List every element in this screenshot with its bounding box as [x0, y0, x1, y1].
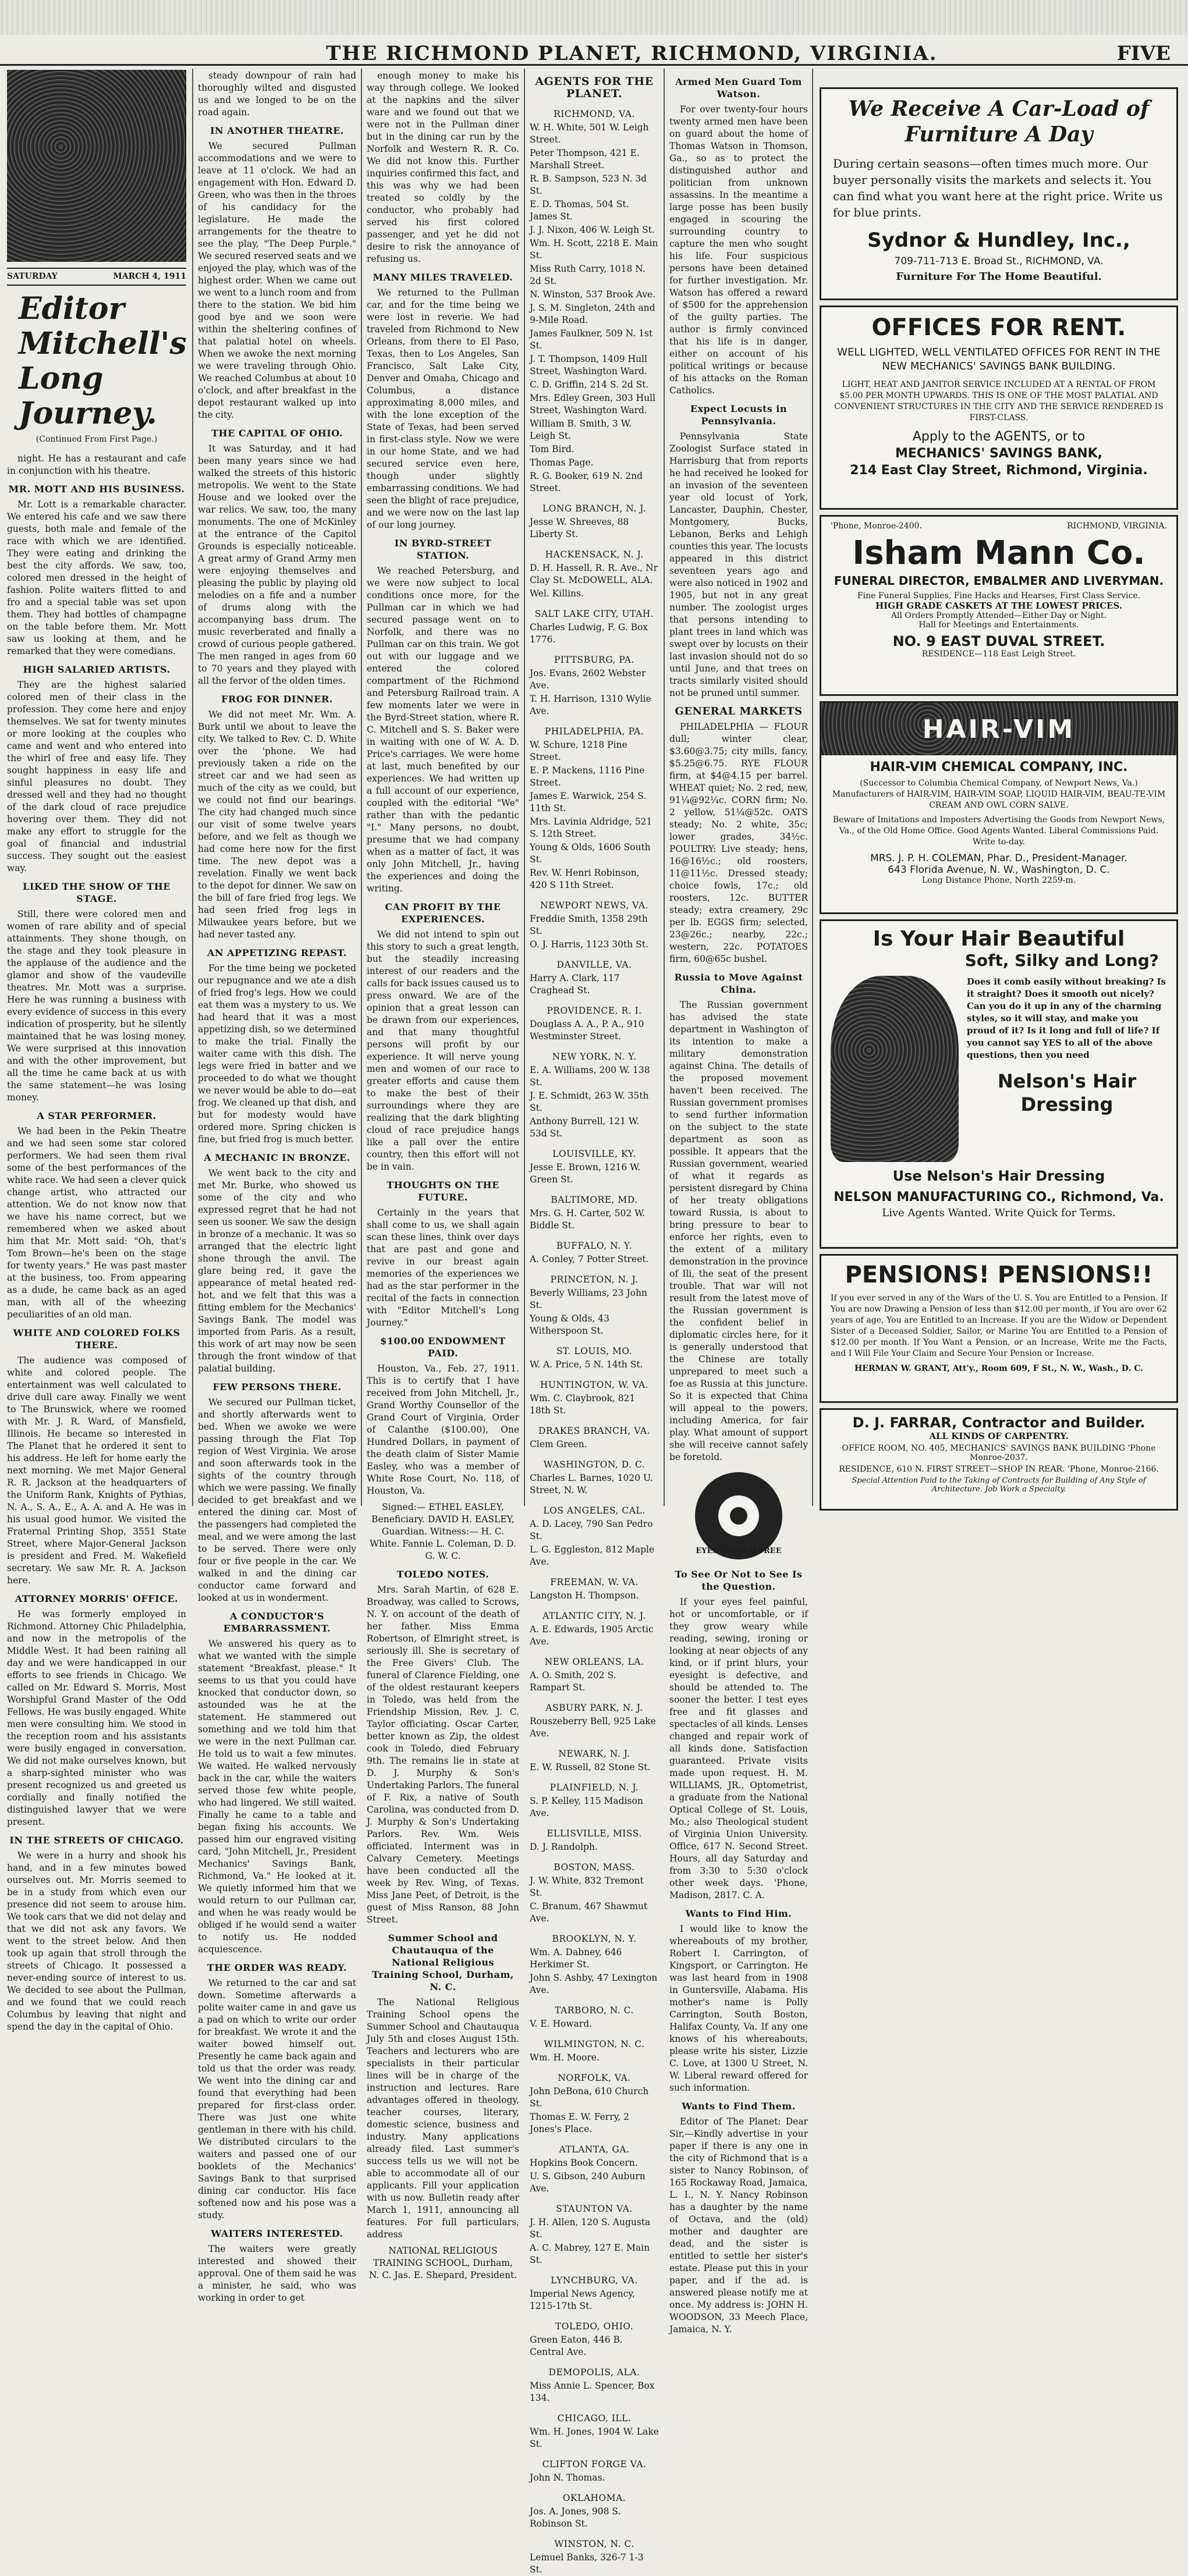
paragraph: Editor of The Planet: Dear Sir,—Kindly advertise in your paper if there is any one in the city of Richmond that is a sister to Nancy Robinson, of 165 Rockaway Road, Jamaica, L. I., N. Y. Nancy Robinson has a daughter by the name of Octava, and the (old) mother and daughter are dead, and the sister is entitled to settle her sister's estate. Please put this in your paper, and if the ad. is answered please notify me at once. My address is: JOHN H. WOODSON, 33 Meech Place, Jamaica, N. Y.: [669, 2116, 808, 2335]
subheading: MR. MOTT AND HIS BUSINESS.: [8, 484, 185, 495]
ad-body-row: [831, 976, 1167, 1162]
paragraph: steady downpour of rain had thoroughly wilted and disgusted us and we longed to be on the road again.: [198, 70, 356, 118]
agent-entry: R. G. Booker, 619 N. 2nd Street.: [530, 471, 643, 493]
agent-city: ATLANTA, GA.: [559, 2144, 630, 2155]
ad-president: MRS. J. P. H. COLEMAN, Phar. D., President-Manager.: [870, 852, 1127, 864]
subheading: IN BYRD-STREET STATION.: [394, 538, 492, 561]
agent-city: BUFFALO, N. Y.: [556, 1241, 633, 1251]
agent-entry: W. Schure, 1218 Pine Street.: [530, 740, 627, 762]
agent-city: WASHINGTON, D. C.: [543, 1459, 646, 1470]
agent-city: BALTIMORE, MD.: [551, 1195, 638, 1205]
agent-entry: Anthony Burrell, 121 W. 53d St.: [530, 1116, 640, 1139]
agent-entry: A. O. Smith, 202 S. Rampart St.: [530, 1670, 616, 1693]
agent-entry: Hopkins Book Concern.: [530, 2158, 638, 2168]
agent-entry: D. J. Randolph.: [530, 1842, 598, 1852]
agent-entry: Charles L. Barnes, 1020 U. Street, N. W.: [530, 1473, 653, 1495]
agent-city: ST. LOUIS, MO.: [556, 1346, 633, 1356]
agent-entry: A. E. Edwards, 1905 Arctic Ave.: [530, 1624, 654, 1647]
woman-portrait-image: [831, 976, 959, 1162]
agent-entry: Mrs. G. H. Carter, 502 W. Biddle St.: [530, 1208, 646, 1231]
column-rule: [664, 69, 665, 1506]
hair-vim-logo-banner: [821, 703, 1176, 755]
agent-city: BOSTON, MASS.: [554, 1862, 635, 1873]
agent-city: CLIFTON FORGE VA.: [542, 2459, 647, 2470]
ad-subtitle: Soft, Silky and Long?: [964, 951, 1159, 970]
ad-title: D. J. FARRAR, Contractor and Builder.: [852, 1415, 1146, 1431]
paragraph: We reached Petersburg, and we were now subject to local conditions once more, for the Pullman car in which we had secured passage went on to Norfolk, and there was no Pullman car on this train. We got out with our luggage and we entered the colored compartment of the Richmond and Petersburg Railroad train. A few moments later we were in the Byrd-Street station, where R. C. Mitchell and S. S. Baker were in waiting with one of W. A. D. Price's carriages. We were home at last, much benefited by our experiences. We had written up a full account of our experience, coupled with the editorial "We" rather than with the pedantic "I." Many persons, no doubt, presume that we had company when as a matter of fact, it was only John Mitchell, Jr., having the experiences and doing the writing.: [367, 566, 519, 894]
column-rule: [192, 69, 193, 1506]
ad-copy: [959, 976, 1167, 1162]
subheading: Expect Locusts in Pennsylvania.: [690, 403, 788, 427]
agent-entry: Wel. Killins.: [530, 588, 584, 599]
ad-city: RICHMOND, VIRGINIA.: [1067, 521, 1167, 531]
agent-entry: Rouszeberry Bell, 925 Lake Ave.: [530, 1716, 656, 1739]
column-rule: [812, 69, 813, 1506]
ad-apply: Apply to the AGENTS, or to: [912, 429, 1086, 444]
paragraph: We had been in the Pekin Theatre and we had seen some star colored performers. We had seen them rival some of the best performances of the white race. We had seen a clever quick change artist, who attracted our attention. We do not know now that we have his name correct, but we remembered when we asked about him that Mr. Mott said: "Oh, that's Tom Brown—he's been on the stage for twenty years." He was past master at the business, too. From appearing as a dude, he came back as an aged man, with all of the wheezing peculiarities of an old man.: [7, 1126, 186, 1320]
paragraph: We did not intend to spin out this story to such a great length, but the steadily increasing interest of our readers and the calls for back issues caused us to press onward. We are of the opinion that a great lesson can be drawn from our experiences, and that many thoughtful persons will profit by our experience. It will nerve young men and women of our race to greater efforts and cause them to make the best of their surroundings where they are realizing that the dark blighting cloud of race prejudice hangs like a pall over the entire country, then this effort will not be in vain.: [367, 929, 519, 1172]
hair-vim-logo: HAIR-VIM: [922, 714, 1076, 744]
agent-entry: C. D. Griffin, 214 S. 2d St.: [530, 379, 649, 390]
agent-entry: Langston H. Thompson.: [530, 1590, 639, 1601]
agent-entry: Green Eaton, 446 B. Central Ave.: [530, 2335, 623, 2357]
paragraph: enough money to make his way through college. We looked at the napkins and the silver ware and we found out that we were not in the Pullman diner but in the dining car run by the Norfolk and Western R. R. Co. We did not know this. Further inquiries confirmed this fact, and this was why we had been treated so coldly by the conductor, who probably had served his first colored passenger, and yet he did not desire to risk the annoyance of refusing us.: [367, 70, 519, 264]
agent-city: PRINCETON, N. J.: [550, 1274, 639, 1285]
ad-body: (Successor to Columbia Chemical Company, of Newport News, Va.) Manufacturers of HAIR-VIM, HAIR-VIM SOAP, LIQUID HAIR-VIM, BEAU-TE-VIM CREAM AND OWL CORN SALVE.: [832, 779, 1166, 810]
agent-entry: Douglass A. A., P. A., 910 Westminster Street.: [530, 1019, 644, 1042]
continued-note: (Continued From First Page.): [36, 435, 158, 444]
ad-title: PENSIONS! PENSIONS!!: [845, 1262, 1153, 1288]
agent-entry: Tom Bird.: [530, 444, 575, 454]
subheading: Wants to Find Him.: [685, 1908, 792, 1919]
dateline-day: SATURDAY: [7, 272, 58, 281]
paragraph: He was formerly employed in Richmond. Attorney Chic Philadelphia, and now in the metropolis of the Middle West. It had been raining all day and we were handicapped in our efforts to see friends in Chicago. We called on Mr. Edward S. Morris, Most Worshipful Grand Master of the Odd Fellows. He was busily engaged. White men were consulting him. We stood in the reception room and his assistants were busily engaged in conversation. We did not make ourselves known, but a sharp-sighted minister who was present recognized us and greeted us cordially and finally notified the distinguished lawyer that we were present.: [7, 1609, 186, 1827]
agent-entry: Mrs. Edley Green, 303 Hull Street, Washington Ward.: [530, 393, 656, 415]
agent-entry: John DeBona, 610 Church St.: [530, 2086, 649, 2109]
subheading: Summer School and Chautauqua of the National Religious Training School, Durham, N. C.: [372, 1932, 514, 1992]
closing-line: NATIONAL RELIGIOUS TRAINING SCHOOL, Durham, N. C. Jas. E. Shepard, President.: [368, 2245, 517, 2280]
agent-entry: Lemuel Banks, 326-7 1-3 St.: [530, 2552, 644, 2575]
agent-entry: Wm. A. Dabney, 646 Herkimer St.: [530, 1947, 622, 1970]
paragraph: Still, there were colored men and women of rare ability and of special attainments. They shone though, on the stage and they took pleasure in the applause of the audience and the glamor and show of the vaudeville theatres. Mr. Mott was a surprise. Here he was running a business with every evidence of success in this every indication of prosperity, but he silently maintained that he was losing money. We were surprised at this innovation and with the other improvement, but all the time he came back at us with the same statement—he was losing money.: [7, 909, 186, 1103]
ad-farrar: [820, 1408, 1178, 1511]
agent-city: LOS ANGELES, CAL.: [543, 1505, 646, 1516]
page-number: FIVE: [1116, 42, 1171, 65]
agent-entry: A. D. Lacey, 790 San Pedro St.: [530, 1519, 653, 1541]
subheading: MANY MILES TRAVELED.: [373, 272, 513, 283]
subheading: HIGH SALARIED ARTISTS.: [23, 664, 171, 675]
agent-entry: J. S. M. Singleton, 24th and 9-Mile Road.: [530, 303, 655, 325]
agent-entry: James E. Warwick, 254 S. 11th St.: [530, 791, 647, 813]
agent-city: RICHMOND, VA.: [554, 109, 635, 119]
agent-entry: Miss Annie L. Spencer, Box 134.: [530, 2380, 655, 2403]
agent-city: NORFOLK, VA.: [558, 2073, 631, 2083]
agent-entry: W. H. White, 501 W. Leigh Street.: [530, 122, 649, 145]
agent-city: DANVILLE, VA.: [556, 960, 632, 970]
ad-line: HIGH GRADE CASKETS AT THE LOWEST PRICES.: [875, 601, 1123, 611]
paragraph: If your eyes feel painful, hot or uncomfortable, or if they grow weary while reading, sewing, ironing or looking at near objects of any kind, or if print blurs, your eyesight is defective, and should be attended to. The sooner the better. I test eyes free and fit glasses and spectacles of all kinds. Lenses changed and repair work of all kinds done. Satisfaction guaranteed. Private visits made upon request. H. M. WILLIAMS, JR., Optometrist, a graduate from the National Optical College of St. Louis, Mo.; also Theological student of Virginia Union University. Office, 617 N. Second Street. Hours, all day Saturday and from 3:30 to 5:30 o'clock other week days. 'Phone, Madison, 2817. C. A.: [669, 1597, 808, 1900]
ad-subtitle: ALL KINDS OF CARPENTRY.: [929, 1431, 1069, 1441]
ad-bank: MECHANICS' SAVINGS BANK,: [895, 446, 1103, 461]
subheading: GENERAL MARKETS: [675, 705, 803, 717]
agent-entry: Freddie Smith, 1358 29th St.: [530, 914, 648, 936]
agent-entry: R. B. Sampson, 523 N. 3d St.: [530, 173, 647, 196]
agent-entry: Imperial News Agency, 1215-17th St.: [530, 2289, 635, 2311]
ad-address: NO. 9 EAST DUVAL STREET.: [892, 633, 1105, 649]
agents-heading: AGENTS FOR THE PLANET.: [535, 75, 654, 100]
agent-entry: J. H. Allen, 120 S. Augusta St.: [530, 2217, 651, 2240]
subheading: Russia to Move Against China.: [674, 972, 803, 995]
ad-residence: RESIDENCE—118 East Leigh Street.: [921, 649, 1076, 659]
subheading: A CONDUCTOR'S EMBARRASSMENT.: [223, 1611, 331, 1634]
ad-pensions: [820, 1254, 1178, 1403]
ad-subtitle: FUNERAL DIRECTOR, EMBALMER AND LIVERYMAN.: [834, 574, 1164, 588]
agent-entry: Clem Green.: [530, 1439, 587, 1449]
paragraph: It was Saturday, and it had been many years since we had walked the streets of this historic metropolis. We went to the State House and we looked over the war relics. We saw, too, the many monuments. The one of McKinley at the entrance of the Capitol Grounds is especially noticeable. A great army of Grand Army men were enjoying themselves and pleasing the public by playing old melodies on a fife and a number of drums along with the accompanying bass drum. The music reverberated and finally a crowd of curious people gathered. The men ranged in ages from 60 to 70 years and they played with all the fervor of the olden times.: [198, 443, 356, 686]
agent-entry: J. E. Schmidt, 263 W. 35th St.: [530, 1090, 649, 1113]
subheading: FEW PERSONS THERE.: [212, 1381, 342, 1392]
ad-manufacturer: NELSON MANUFACTURING CO., Richmond, Va.: [834, 1190, 1164, 1204]
agent-entry: V. E. Howard.: [530, 2019, 593, 2029]
agent-entry: John N. Thomas.: [530, 2472, 605, 2483]
agent-city: NEWARK, N. J.: [558, 1749, 630, 1759]
ad-call-to-action: Use Nelson's Hair Dressing: [892, 1168, 1105, 1184]
agent-entry: E. P. Mackens, 1116 Pine Street.: [530, 765, 645, 788]
agent-entry: N. Winston, 537 Brook Ave.: [530, 289, 656, 300]
subheading: CAN PROFIT BY THE EXPERIENCES.: [385, 901, 501, 925]
subheading: Wants to Find Them.: [682, 2101, 796, 2112]
subheading: THE ORDER WAS READY.: [207, 1962, 347, 1973]
paragraph: We secured Pullman accommodations and we were to leave at 11 o'clock. We had an engagement with Hon. Edward D. Green, who was then in the throes of his candidacy for the legislature. He made the arrangements for the theatre to see the play, "The Deep Purple." We secured reserved seats and we enjoyed the play, which was of the highest order. When we came out we went to a lunch room and from there to the station. We bid him good bye and we soon were within the sheltering confines of that palatial hotel on wheels. When we awoke the next morning we were traveling through Ohio. We reached Columbus at about 10 o'clock, and after breakfast in the depot restaurant walked up into the city.: [198, 141, 356, 420]
agent-entry: Wm. C. Claybrook, 821 18th St.: [530, 1393, 636, 1416]
agent-city: LOUISVILLE, KY.: [552, 1149, 636, 1159]
agent-entry: Peter Thompson, 421 E. Marshall Street.: [530, 148, 640, 170]
ad-hair-vim: [820, 701, 1178, 914]
agent-entry: James Faulkner, 509 N. 1st St.: [530, 328, 653, 351]
column-2: [198, 70, 356, 2303]
agent-city: PHILADELPHIA, PA.: [544, 726, 644, 737]
subheading: IN ANOTHER THEATRE.: [210, 125, 344, 136]
agent-entry: J. W. White, 832 Tremont St.: [530, 1875, 644, 1898]
dateline: [7, 268, 186, 286]
agent-city: BROOKLYN, N. Y.: [552, 1934, 637, 1944]
eye-pupil-icon: [730, 1507, 747, 1525]
agent-city: TOLEDO, OHIO.: [555, 2321, 634, 2332]
agent-entry: Wm. H. Jones, 1904 W. Lake St.: [530, 2426, 659, 2449]
paragraph: We secured our Pullman ticket, and shortly afterwards went to bed. When we awoke we were passing through the Flat Top region of West Virginia. We arose and soon afterwards took in the sights of the country through which we were passing. We finally decided to get breakfast and we entered the dining car. Most of the passengers had completed the meal, and we were among the last to be served. There were only four or five people in the car. We walked in and the dining car conductor came forward and looked at us in wonderment.: [198, 1397, 356, 1603]
agent-entry: Rev. W. Henri Robinson, 420 S 11th Street.: [530, 868, 640, 890]
agent-city: NEW ORLEANS, LA.: [544, 1657, 644, 1667]
agent-entry: A. C. Mabrey, 127 E. Main St.: [530, 2243, 650, 2265]
agent-entry: William B. Smith, 3 W. Leigh St.: [530, 418, 632, 441]
ad-address: 214 East Clay Street, Richmond, Virginia.: [850, 463, 1148, 478]
agent-entry: Young & Olds, 1606 South St.: [530, 842, 651, 865]
agent-entry: O. J. Harris, 1123 30th St.: [530, 939, 648, 950]
agent-city: LONG BRANCH, N. J.: [542, 503, 647, 514]
subheading: THOUGHTS ON THE FUTURE.: [386, 1179, 499, 1203]
agent-entry: Jos. Evans, 2602 Webster Ave.: [530, 668, 646, 691]
agent-city: CHICAGO, ILL.: [557, 2413, 632, 2424]
agent-entry: Jesse W. Shreeves, 88 Liberty St.: [530, 517, 629, 539]
column-3: [367, 70, 519, 2280]
ad-line: Fine Funeral Supplies, Fine Hacks and Hearses, First Class Service.: [857, 591, 1141, 601]
agent-entry: A. Conley, 7 Potter Street.: [530, 1254, 649, 1264]
ad-line: Hall for Meetings and Entertainments.: [919, 620, 1079, 630]
subheading: A MECHANIC IN BRONZE.: [204, 1152, 350, 1163]
ad-nelson-hair-dressing: [820, 919, 1178, 1249]
column-agents: [530, 70, 659, 2575]
subheading: FROG FOR DINNER.: [221, 694, 333, 705]
agent-city: LYNCHBURG, VA.: [551, 2275, 638, 2286]
portrait-image: [7, 70, 186, 262]
agent-city: ASBURY PARK, N. J.: [545, 1703, 643, 1713]
agent-entry: J. T. Thompson, 1409 Hull Street, Washington Ward.: [530, 354, 647, 376]
paragraph: Certainly in the years that shall come to us, we shall again scan these lines, think over days that are past and gone and revive in our breast again memories of the experiences we had as the star performer in the recital of the facts in connection with "Editor Mitchell's Long Journey.": [367, 1207, 519, 1328]
agent-entry: Jos. A. Jones, 908 S. Robinson St.: [530, 2506, 621, 2529]
agent-entry: S. P. Kelley, 115 Madison Ave.: [530, 1796, 643, 1818]
paragraph: PHILADELPHIA — FLOUR dull; winter clear, $3.60@3.75; city mills, fancy, $5.25@6.75. RYE FLOUR firm, at $4@4.15 per barrel. WHEAT quiet; No. 2 red, new, 91¼@92¼c. CORN firm; No. 2 yellow, 51¼@52c. OATS steady; No. 2 white, 35c; lower grades, 34½c. POULTRY: Live steady; hens, 16@16½c.; old roosters, 11@11½c. Dressed steady; choice fowls, 17c.; old roosters, 12c. BUTTER steady; extra creamery, 29c per lb. EGGS firm; selected, 23@26c.; nearby, 22c.; western, 22c. POTATOES firm, 60@65c bushel.: [669, 722, 808, 964]
agent-city: WILMINGTON, N. C.: [544, 2039, 645, 2049]
agent-entry: Charles Ludwig, F. G. Box 1776.: [530, 622, 648, 645]
agent-entry: W. A. Price, 5 N. 14th St.: [530, 1359, 643, 1370]
column-rule: [361, 69, 362, 1506]
agent-city: TARBORO, N. C.: [555, 2005, 634, 2016]
ad-line: All Orders Promptly Attended—Either Day or Night.: [891, 611, 1107, 620]
agent-entry: Young & Olds, 43 Witherspoon St.: [530, 1313, 609, 1336]
ad-tagline: Furniture For The Home Beautiful.: [896, 271, 1102, 283]
ad-note: Special Attention Paid to the Taking of Contracts for Building of Any Style of Architecture. Job Work a Specialty.: [852, 1476, 1146, 1494]
ad-footer: Live Agents Wanted. Write Quick for Terms.: [882, 1207, 1116, 1219]
agent-city: OKLAHOMA.: [562, 2493, 626, 2503]
agent-city: DRAKES BRANCH, VA.: [538, 1426, 651, 1436]
subheading: IN THE STREETS OF CHICAGO.: [9, 1835, 184, 1846]
agent-entry: Harry A. Clark, 117 Craghead St.: [530, 973, 620, 996]
ad-firm-name: Sydnor & Hundley, Inc.,: [867, 229, 1130, 252]
agent-entry: C. Branum, 467 Shawmut Ave.: [530, 1901, 648, 1924]
dateline-date: MARCH 4, 1911: [113, 272, 186, 281]
paragraph: We did not meet Mr. Wm. A. Burk until we about to leave the city. We talked to Rev. C. D. White over the 'phone. We had previously taken a ride on the street car and we had seen as much of the city as we could, but we could not find our bearings. The city had changed much since our visit of some twelve years before, and we felt as though we had come here now for the first time. The new depot was a revelation. Finally we went back to the depot for dinner. We saw on the bill of fare fried frog legs. We had seen fried frog legs in Milwaukee years before, but we had never tasted any.: [198, 709, 356, 940]
ad-address: 709-711-713 E. Broad St., RICHMOND, VA.: [894, 255, 1104, 267]
subheading: THE CAPITAL OF OHIO.: [211, 428, 343, 439]
agent-entry: Jesse E. Brown, 1216 W. Green St.: [530, 1162, 641, 1185]
subheading: TOLEDO NOTES.: [396, 1569, 490, 1580]
column-5: [669, 70, 808, 2335]
agent-city: PLAINFIELD, N. J.: [549, 1782, 639, 1793]
badge-text: EYES TESTED FREE: [696, 1547, 782, 1555]
masthead: [0, 0, 1188, 66]
agent-entry: E. A. Williams, 200 W. 138 St.: [530, 1065, 650, 1088]
paragraph: Pennsylvania State Zoologist Surface stated in Harrisburg that from reports he had received he looked for an invasion of the seventeen year old locust of York, Lancaster, Dauphin, Chester, Montgomery, Bucks, Lebanon, Berks and Lehigh counties this year. The locusts appeared in this district seventeen years ago and were also noticed in 1902 and 1905, but not in any great number. The zoologist urges that persons intending to plant trees in land which was swept over by locusts on their last invasion should not do so until June, and that trees on tracts similarly visited should not be pruned until summer.: [669, 431, 808, 698]
paragraph: night. He has a restaurant and cafe in conjunction with his theatre.: [7, 453, 186, 476]
ad-agent: HERMAN W. GRANT, Att'y., Room 609, F St., N. W., Wash., D. C.: [854, 1364, 1143, 1373]
eyes-tested-badge: [680, 1469, 797, 1562]
agent-entry: Wm. H. Moore.: [530, 2052, 600, 2063]
paragraph: The Russian government has advised the state department in Washington of its intention to make a military demonstration against China. The details of the proposed movement haven't been received. The Russian government promises to send further information on the subject to the state department as soon as possible. It appears that the Russian government, wearied of what it regards as persistent disregard by China of her treaty obligations toward Russia, is about to bring pressure to bear to enforce her rights, even to the extent of a military demonstration in the province of Ili, the seat of the present trouble. That war will not result from the latest move of the Russian government is the confident belief in diplomatic circles here, for it is generally understood that the Chinese are totally unprepared to meet such a foe as Russia at this juncture. So it is expected that China will appeal to the powers, including America, for fair play. What amount of support she will receive cannot safely be foretold.: [669, 1000, 808, 1462]
paragraph: For over twenty-four hours twenty armed men have been on guard about the home of Thomas Watson in Thomson, Ga., so as to protect the distinguished author and politician from unknown assassins. In the meantime a large posse has been busily engaged in scouring the surrounding country to capture the men who sought his life. Four suspicious persons have been detained for further investigation. Mr. Watson has offered a reward of $500 for the apprehension of the guilty parties. The author is firmly convinced that his life is in danger, either on account of his political writings or because of his attacks on the Roman Catholics.: [669, 104, 808, 396]
agents-list: [530, 108, 659, 2576]
ad-offices: [820, 305, 1178, 510]
paragraph: We went back to the city and met Mr. Burke, who showed us some of the city and who expressed regret that he had not seen us sooner. We saw the design in bronze of a mechanic. It was so arranged that the electric light shone through the anvil. The glare being red, it gave the appearance of metal heated red-hot, and we felt that this was a fitting emblem for the Mechanics' Savings Bank. The model was imported from Paris. As a result, this work of art may now be seen through the front window of that palatial building.: [198, 1168, 356, 1374]
ad-firm-name: Isham Mann Co.: [852, 534, 1146, 572]
agent-city: STAUNTON VA.: [556, 2204, 633, 2214]
subheading: LIKED THE SHOW OF THE STAGE.: [23, 881, 171, 904]
paragraph: The waiters were greatly interested and showed their approval. One of them said he was a minister, he said, who was working in order to get: [198, 2244, 356, 2303]
ad-furniture: [820, 87, 1178, 300]
agent-city: PROVIDENCE, R. I.: [547, 1005, 642, 1016]
ad-body: LIGHT, HEAT AND JANITOR SERVICE INCLUDED AT A RENTAL OF FROM $5.00 PER MONTH UPWARDS. THIS IS ONE OF THE MOST PALATIAL AND CONVENIENT STRUCTURES IN THE CITY AND THE SERVICE RENDERED IS FIRST-CLASS.: [834, 380, 1164, 422]
ad-phone: 'Phone, Monroe-2400.: [831, 521, 922, 531]
ad-title: We Receive A Car-Load of Furniture A Day: [848, 97, 1150, 147]
paragraph: Houston, Va., Feb. 27, 1911. This is to certify that I have received from John Mitchell, Jr., Grand Worthy Counsellor of the Grand Court of Virginia, Order of Calanthe ($100.00), One Hundred Dollars, in payment of the death claim of Sister Mamie Easley, who was a member of White Rose Court, No. 118, of Houston, Va.: [367, 1363, 519, 1496]
agent-entry: E. W. Russell, 82 Stone St.: [530, 1762, 651, 1772]
agent-city: ATLANTIC CITY, N. J.: [542, 1611, 646, 1621]
paragraph: For the time being we pocketed our repugnance and we ate a dish of fried frog's legs. How we could eat them was a mystery to us. We had heard that it was a most appetizing dish, so we determined to make the trial. Finally the waiter came with this dish. The legs were fried in batter and we proceeded to do what we thought we never would be able to do—eat frog. We cleaned up that dish, and but for modesty would have ordered more. Spring chicken is fine, but fried frog is much better.: [198, 963, 356, 1145]
agent-city: FREEMAN, W. VA.: [550, 1577, 639, 1587]
ad-address: 643 Florida Avenue, N. W., Washington, D. C.: [888, 864, 1110, 876]
ad-body: During certain seasons—often times much more. Our buyer personally visits the markets and selects it. You can find what you want here at the right price. Write us for blue prints.: [833, 157, 1163, 219]
agent-entry: D. H. Hassell, R. R. Ave., Nr Clay St. McDOWELL, ALA.: [530, 563, 658, 585]
ad-questions: Does it comb easily without breaking? Is it straight? Does it smooth out nicely? Can you do it up in any of the charming styles, so it will stay, and make you proud of it? Is it long and full of life? If you cannot say YES to all of the above questions, then you need: [967, 976, 1166, 1060]
agent-entry: Thomas Page.: [530, 457, 594, 468]
subheading: A STAR PERFORMER.: [37, 1110, 157, 1121]
agent-entry: Mrs. Lavinia Aldridge, 521 S. 12th Street.: [530, 816, 652, 839]
column-rule: [524, 69, 525, 1506]
agent-city: NEWPORT NEWS, VA.: [540, 900, 649, 911]
signature-block: Signed:— ETHEL EASLEY, Beneficiary. DAVID H. EASLEY, Guardian. Witness:— H. C. White. Fannie L. Coleman, D. D. G. W. C.: [370, 1502, 516, 1561]
ad-body: If you ever served in any of the Wars of the U. S. You are Entitled to a Pension. If You are now Drawing a Pension of less than $12.00 per month, if You are over 62 years of age, You are Entitled to an Increase. If you are the Widow or Dependent Sister of a Deceased Soldier, Sailor, or Marine You are Entitled to a Pension of $12.00 per month. If You Want a Pension, or an Increase, Write me the Facts, and I Will File Your Claim and Secure Your Pension or Increase.: [831, 1294, 1167, 1358]
agent-city: WINSTON, N. C.: [554, 2539, 634, 2549]
agent-entry: L. G. Eggleston, 812 Maple Ave.: [530, 1544, 655, 1567]
subheading: WHITE AND COLORED FOLKS THERE.: [13, 1327, 180, 1351]
ad-office: OFFICE ROOM, NO. 405, MECHANICS' SAVINGS BANK BUILDING 'Phone Monroe-2037.: [842, 1444, 1156, 1462]
ad-phone: Long Distance Phone, North 2259-m.: [921, 876, 1076, 885]
newspaper-title: THE RICHMOND PLANET, RICHMOND, VIRGINIA.: [326, 42, 938, 65]
paragraph: We answered his query as to what we wanted with the simple statement "Breakfast, please." It seems to us that you could have knocked that conductor down, so astounded was he at the statement. He stammered out something and we told him that we were in the next Pullman car. He told us to wait a few minutes. We waited. He walked nervously back in the car, while the waiters served those few white people, who had lingered. We still waited. Finally he came to a table and began fixing his accounts. We passed him our engraved visiting card, "John Mitchell, Jr., President Mechanics' Savings Bank, Richmond, Va." He looked at it. We quietly informed him that we would return to our Pullman car, and when he was ready would be obliged if he would send a waiter to notify us. He nodded acquiescence.: [198, 1639, 356, 1955]
paragraph: Mrs. Sarah Martin, of 628 E. Broadway, was called to Scrows, N. Y. on account of the death of her father. Miss Emma Robertson, of Elmright street, is seriously ill. She is secretary of the Free Givers' Club. The funeral of Clarence Fielding, one of the oldest restaurant keepers in Toledo, was held from the Friendship Mission, Rev. J. C. Taylor officiating. Oscar Carter, better known as Zip, the oldest cook in Toledo, died February 9th. The remains lie in state at D. J. Murphy & Son's Undertaking Parlors. The funeral of F. Rix, a native of South Carolina, was conducted from D. J. Murphy & Son's Undertaking Parlors. Rev. Wm. Weis officiated. Interment was in Calvary Cemetery. Meetings have been conducted all the week by Rev. Wing, of Texas. Miss Jane Peet, of Detroit, is the guest of Miss Ranson, 88 John Street.: [367, 1584, 519, 1925]
subheading: To See Or Not to See Is the Question.: [675, 1569, 803, 1592]
ad-subtitle: WELL LIGHTED, WELL VENTILATED OFFICES FOR RENT IN THE NEW MECHANICS' SAVINGS BANK BUILDING.: [837, 346, 1161, 372]
agent-city: ELLISVILLE, MISS.: [547, 1828, 642, 1839]
ad-title: OFFICES FOR RENT.: [871, 314, 1126, 341]
agent-entry: Miss Ruth Carry, 1018 N. 2d St.: [530, 264, 646, 286]
agent-city: DEMOPOLIS, ALA.: [548, 2367, 640, 2378]
column-1: [7, 70, 187, 2032]
paragraph: The National Religious Training School opens the Summer School and Chautauqua July 5th and closes August 15th. Teachers and lecturers who are specialists in their particular lines will be in charge of the instruction and lectures. Rare advantages offered in theology, teacher courses, literary, domestic science, business and industry. Many applications already filed. Last summer's success tells us we will not be able to accommodate all of our applicants. Fill your application with us now. Bulletin ready after March 1, 1911, announcing all features. For full particulars, address: [367, 1997, 519, 2240]
paragraph: We were in a hurry and shook his hand, and in a few minutes bowed ourselves out. Mr. Morris seemed to be in a study from which even our presence did not seem to arouse him. We took cars that we did not delay and that we did not ask any favors. We went to the street below. And then took up again that stroll through the streets of Chicago. It possessed a never-ending source of interest to us. We decided to see about the Pullman, and we found that we could reach Columbus by leaving that night and spend the day in the capital of Ohio.: [7, 1850, 186, 2032]
paragraph: They are the highest salaried colored men of their class in the profession. They come here and enjoy themselves. We sat for twenty minutes or more looking at the couples who came and went and who entered into the whirl of free and easy life. They sought happiness in easy life and sinful pleasures no doubt. They dressed well and they had no thought of the dark cloud of race prejudice hovering over them. They did not make any effort to struggle for the goal of financial and industrial success. They sought out the easiest way.: [7, 680, 186, 873]
agent-entry: Wm. H. Scott, 2218 E. Main St.: [530, 238, 658, 261]
agent-city: HACKENSACK, N. J.: [545, 549, 644, 560]
agent-entry: J. J. Nixon, 406 W. Leigh St.: [530, 225, 655, 235]
scan-noise: [0, 0, 1188, 35]
agent-city: SALT LAKE CITY, UTAH.: [534, 609, 654, 619]
ad-title: Is Your Hair Beautiful: [873, 927, 1125, 951]
agent-city: NEW YORK, N. Y.: [552, 1051, 637, 1062]
subheading: Armed Men Guard Tom Watson.: [675, 76, 802, 100]
subheading: ATTORNEY MORRIS' OFFICE.: [15, 1593, 179, 1604]
paragraph: We returned to the car and sat down. Sometime afterwards a polite waiter came in and gave us a pad on which to write our order for breakfast. We wrote it and the waiter bowed himself out. Presently he came back again and told us that the order was ready. We went into the dining car and found that everything had been prepared for first-class order. There was just one white gentleman in there with his child. We distributed circulars to the waiters and passed one of our booklets of the Mechanics' Savings Bank to that surprised dining car conductor. His face softened now and his pose was a study.: [198, 1978, 356, 2220]
agent-entry: John S. Ashby, 47 Lexington Ave.: [530, 1973, 658, 1995]
agent-entry: Beverly Williams, 23 John St.: [530, 1288, 647, 1310]
subheading: $100.00 ENDOWMENT PAID.: [380, 1335, 506, 1359]
agent-city: PITTSBURG, PA.: [554, 655, 635, 665]
ad-company: HAIR-VIM CHEMICAL COMPANY, INC.: [870, 760, 1128, 774]
agent-entry: E. D. Thomas, 504 St. James St.: [530, 199, 629, 222]
subheading: WAITERS INTERESTED.: [211, 2228, 343, 2239]
agent-entry: T. H. Harrison, 1310 Wylie Ave.: [530, 694, 651, 716]
agent-city: HUNTINGTON, W. VA.: [540, 1380, 649, 1390]
paragraph: We returned to the Pullman car, and for the time being we were lost in reverie. We had traveled from Richmond to New Orleans, from there to El Paso, Texas, then to Los Angeles, San Francisco, Salt Lake City, Denver and Omaha, Chicago and Columbus, a distance approximating 8,000 miles, and with the lone exception of the State of Texas, had been served in first-class style. Now we were in our home State, and we had secured service even here, though under slightly embarrassing conditions. We had seen the blight of race prejudice, and we were now on the last lap of our long journey.: [367, 287, 519, 530]
paragraph: I would like to know the whereabouts of my brother, Robert I. Carrington, of Kingsport, or Carrington. He was last heard from in 1908 in Guntersville, Alabama. His mother's name is Polly Carrington, South Boston, Halifax County, Va. If any one knows of his whereabouts, please write his sister, Lizzie C. Love, at 1300 U Street, N. W. Liberal reward offered for such information.: [669, 1924, 808, 2093]
ad-header-row: [831, 521, 1167, 531]
paragraph: Mr. Lott is a remarkable character. We entered his cafe and we saw there guests, both male and female of the race with which we are identified. They were eating and drinking the best the city affords. We saw, too, colored men dressed in the height of fashion. Polite waiters flitted to and fro and a special table was set upon them. They had bottles of champagne on the table before them. Mr. Mott saw us looking at them, and he remarked that they were comedians.: [7, 499, 186, 656]
agent-entry: U. S. Gibson, 240 Auburn Ave.: [530, 2171, 646, 2194]
article-headline: Editor Mitchell's Long Journey.: [19, 291, 187, 431]
ad-warning: Beware of Imitations and Imposters Advertising the Goods from Newport News, Va., of the Old Home Office. Good Agents Wanted. Liberal Commissions Paid. Write to-day.: [832, 815, 1165, 847]
ad-isham-mann: [820, 515, 1178, 696]
ad-residence: RESIDENCE, 610 N. FIRST STREET—SHOP IN REAR. 'Phone, Monroe-2166.: [839, 1465, 1159, 1474]
subheading: AN APPETIZING REPAST.: [207, 947, 347, 958]
paragraph: The audience was composed of white and colored people. The entertainment was well calculated to drive dull care away. Finally we went to The Brunswick, where we roomed with Mr. J. R. Ward, of Mansfield, Illinois. He became so interested in The Planet that he ordered it sent to his address. He left for home early the next morning. We met Major General R. R. Jackson at the headquarters of the Uniform Rank, Knights of Pythias, N. A., S. A., E., A. A. and A. He was in his usual good humor. We visited the Fraternal Printing Shop, 3551 State Street, where Major-General Jackson is president and Fred. M. Wakefield secretary. We saw Mr. R. A. Jackson here.: [7, 1355, 186, 1586]
agent-entry: Thomas E. W. Ferry, 2 Jones's Place.: [530, 2112, 630, 2134]
ad-brand: Nelson's Hair Dressing: [997, 1070, 1137, 1115]
